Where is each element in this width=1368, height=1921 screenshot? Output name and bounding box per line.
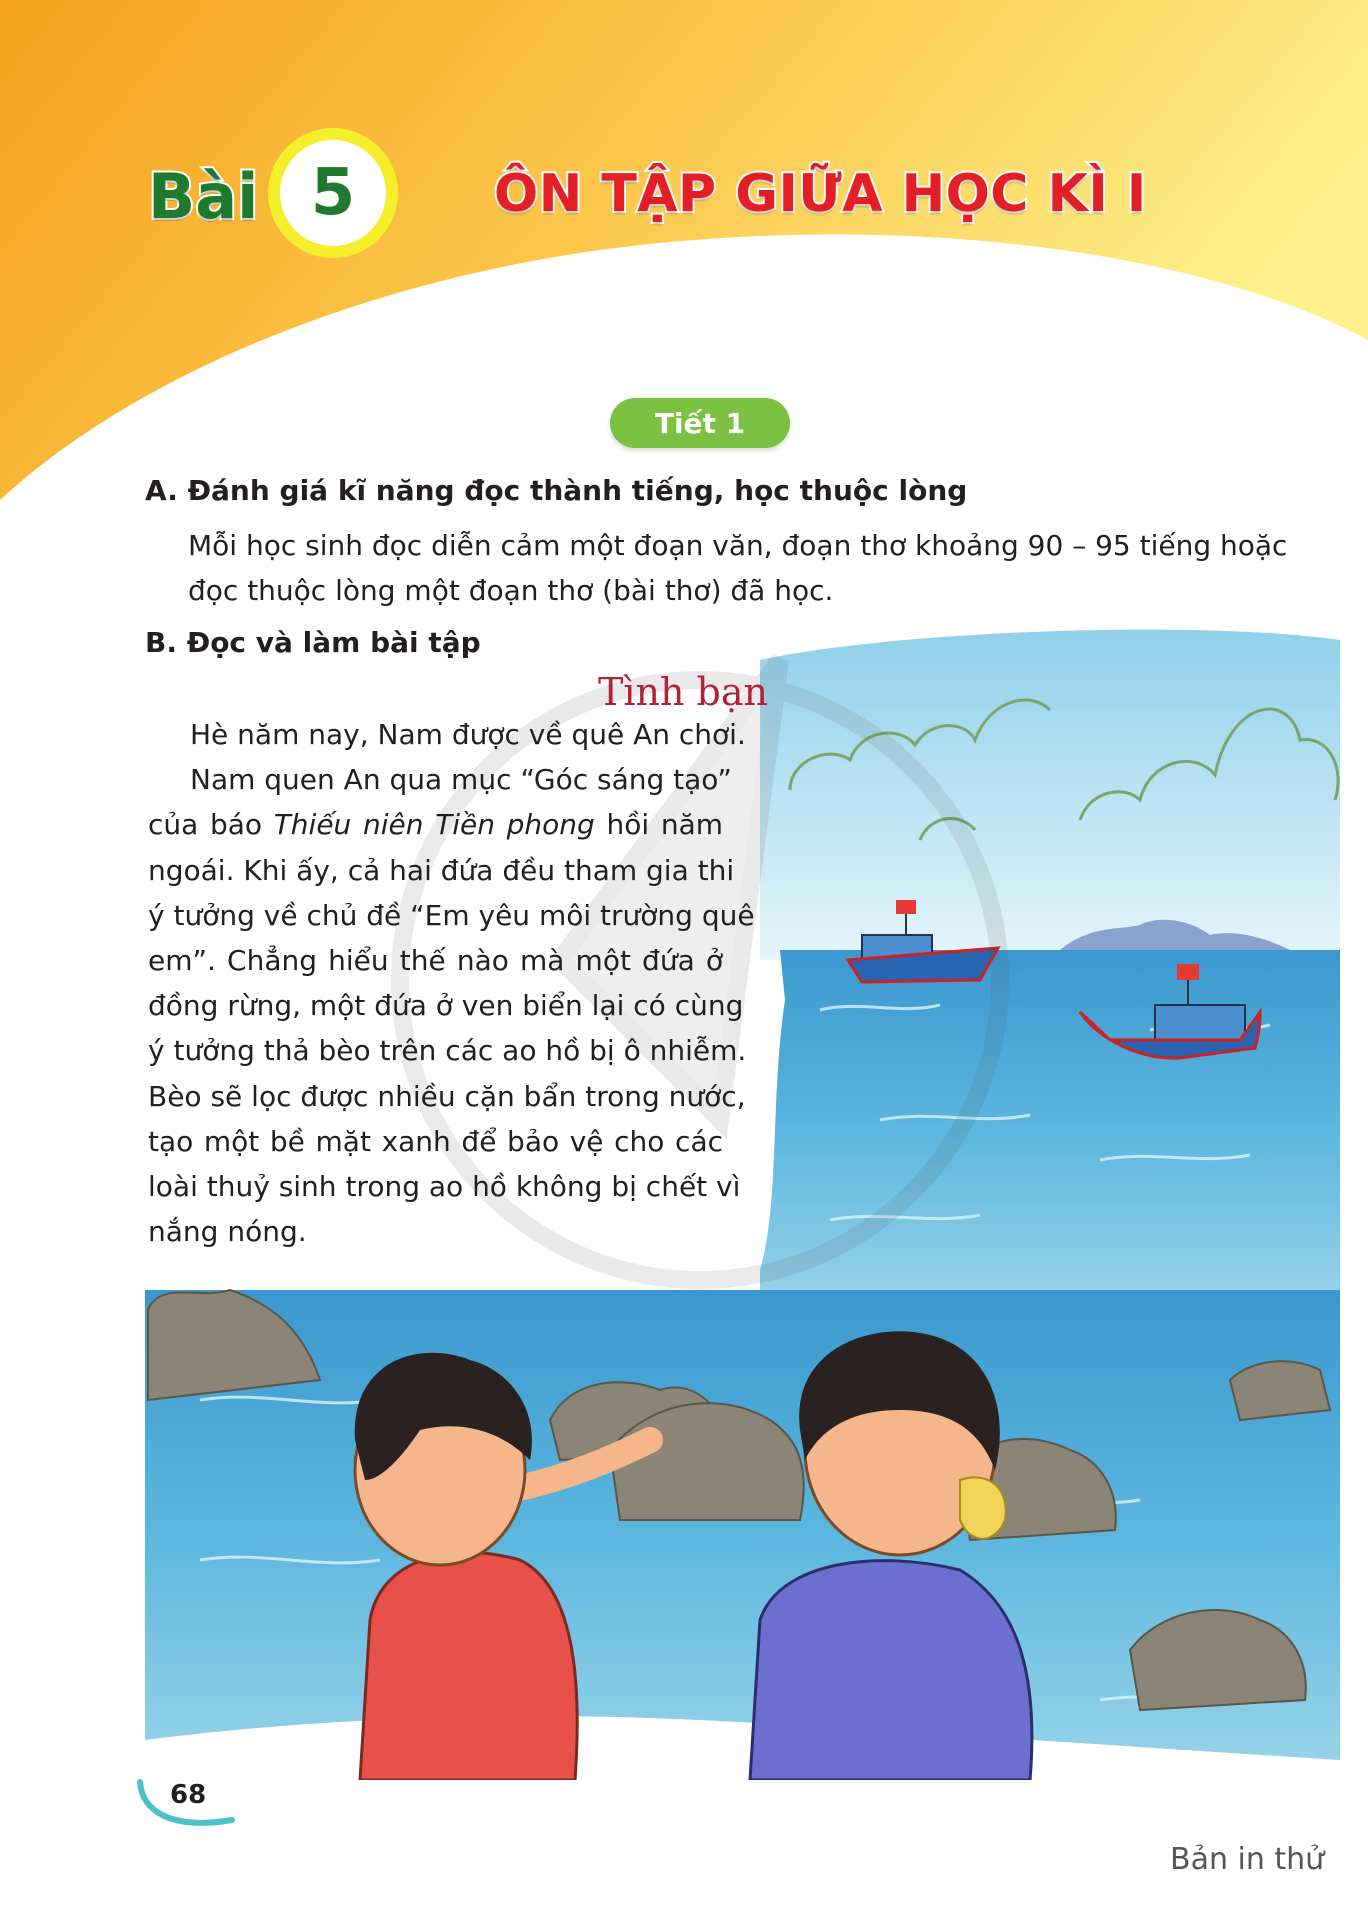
lesson-title: ÔN TẬP GIỮA HỌC KÌ I (494, 164, 1147, 224)
page-number: 68 (170, 1780, 207, 1810)
story-text-segment: của báo (148, 808, 274, 842)
newspaper-name: Thiếu niên Tiền phong (273, 808, 595, 842)
section-a-heading: A. Đánh giá kĩ năng đọc thành tiếng, học thuộc lòng (145, 474, 968, 507)
story-title: Tình bạn (598, 670, 768, 714)
section-a-line-2: đọc thuộc lòng một đoạn thơ (bài thơ) đã học. (188, 574, 834, 607)
story-line (148, 802, 723, 847)
print-proof-note: Bản in thử (1170, 1842, 1325, 1877)
story-line: ý tưởng thả bèo trên các ao hồ bị ô nhiễm. (148, 1034, 747, 1068)
story-text (148, 712, 755, 1254)
story-line: đồng rừng, một đứa ở ven biển lại có cùng (148, 989, 744, 1023)
section-a-line-1: Mỗi học sinh đọc diễn cảm một đoạn văn, đoạn thơ khoảng 90 – 95 tiếng hoặc (188, 529, 1288, 562)
story-line: loài thuỷ sinh trong ao hồ không bị chết vì (148, 1170, 741, 1204)
story-line: nắng nóng. (148, 1215, 307, 1249)
story-line: ý tưởng về chủ đề “Em yêu môi trường quê (148, 898, 755, 932)
story-line: Nam quen An qua mục “Góc sáng tạo” (190, 763, 732, 797)
story-line: em”. Chẳng hiểu thế nào mà một đứa ở (148, 944, 723, 978)
lesson-label: Bài (148, 160, 259, 233)
story-line: ngoái. Khi ấy, cả hai đứa đều tham gia thi (148, 853, 735, 887)
lesson-number-badge (268, 128, 398, 258)
story-line: Bèo sẽ lọc được nhiều cặn bẩn trong nước, (148, 1079, 746, 1113)
lesson-number: 5 (280, 140, 386, 246)
story-line: Hè năm nay, Nam được về quê An chơi. (190, 718, 746, 751)
section-b-heading: B. Đọc và làm bài tập (145, 626, 481, 659)
period-badge: Tiết 1 (610, 398, 790, 448)
story-line: tạo một bề mặt xanh để bảo vệ cho các (148, 1124, 723, 1158)
story-text-segment: hồi năm (594, 808, 723, 842)
